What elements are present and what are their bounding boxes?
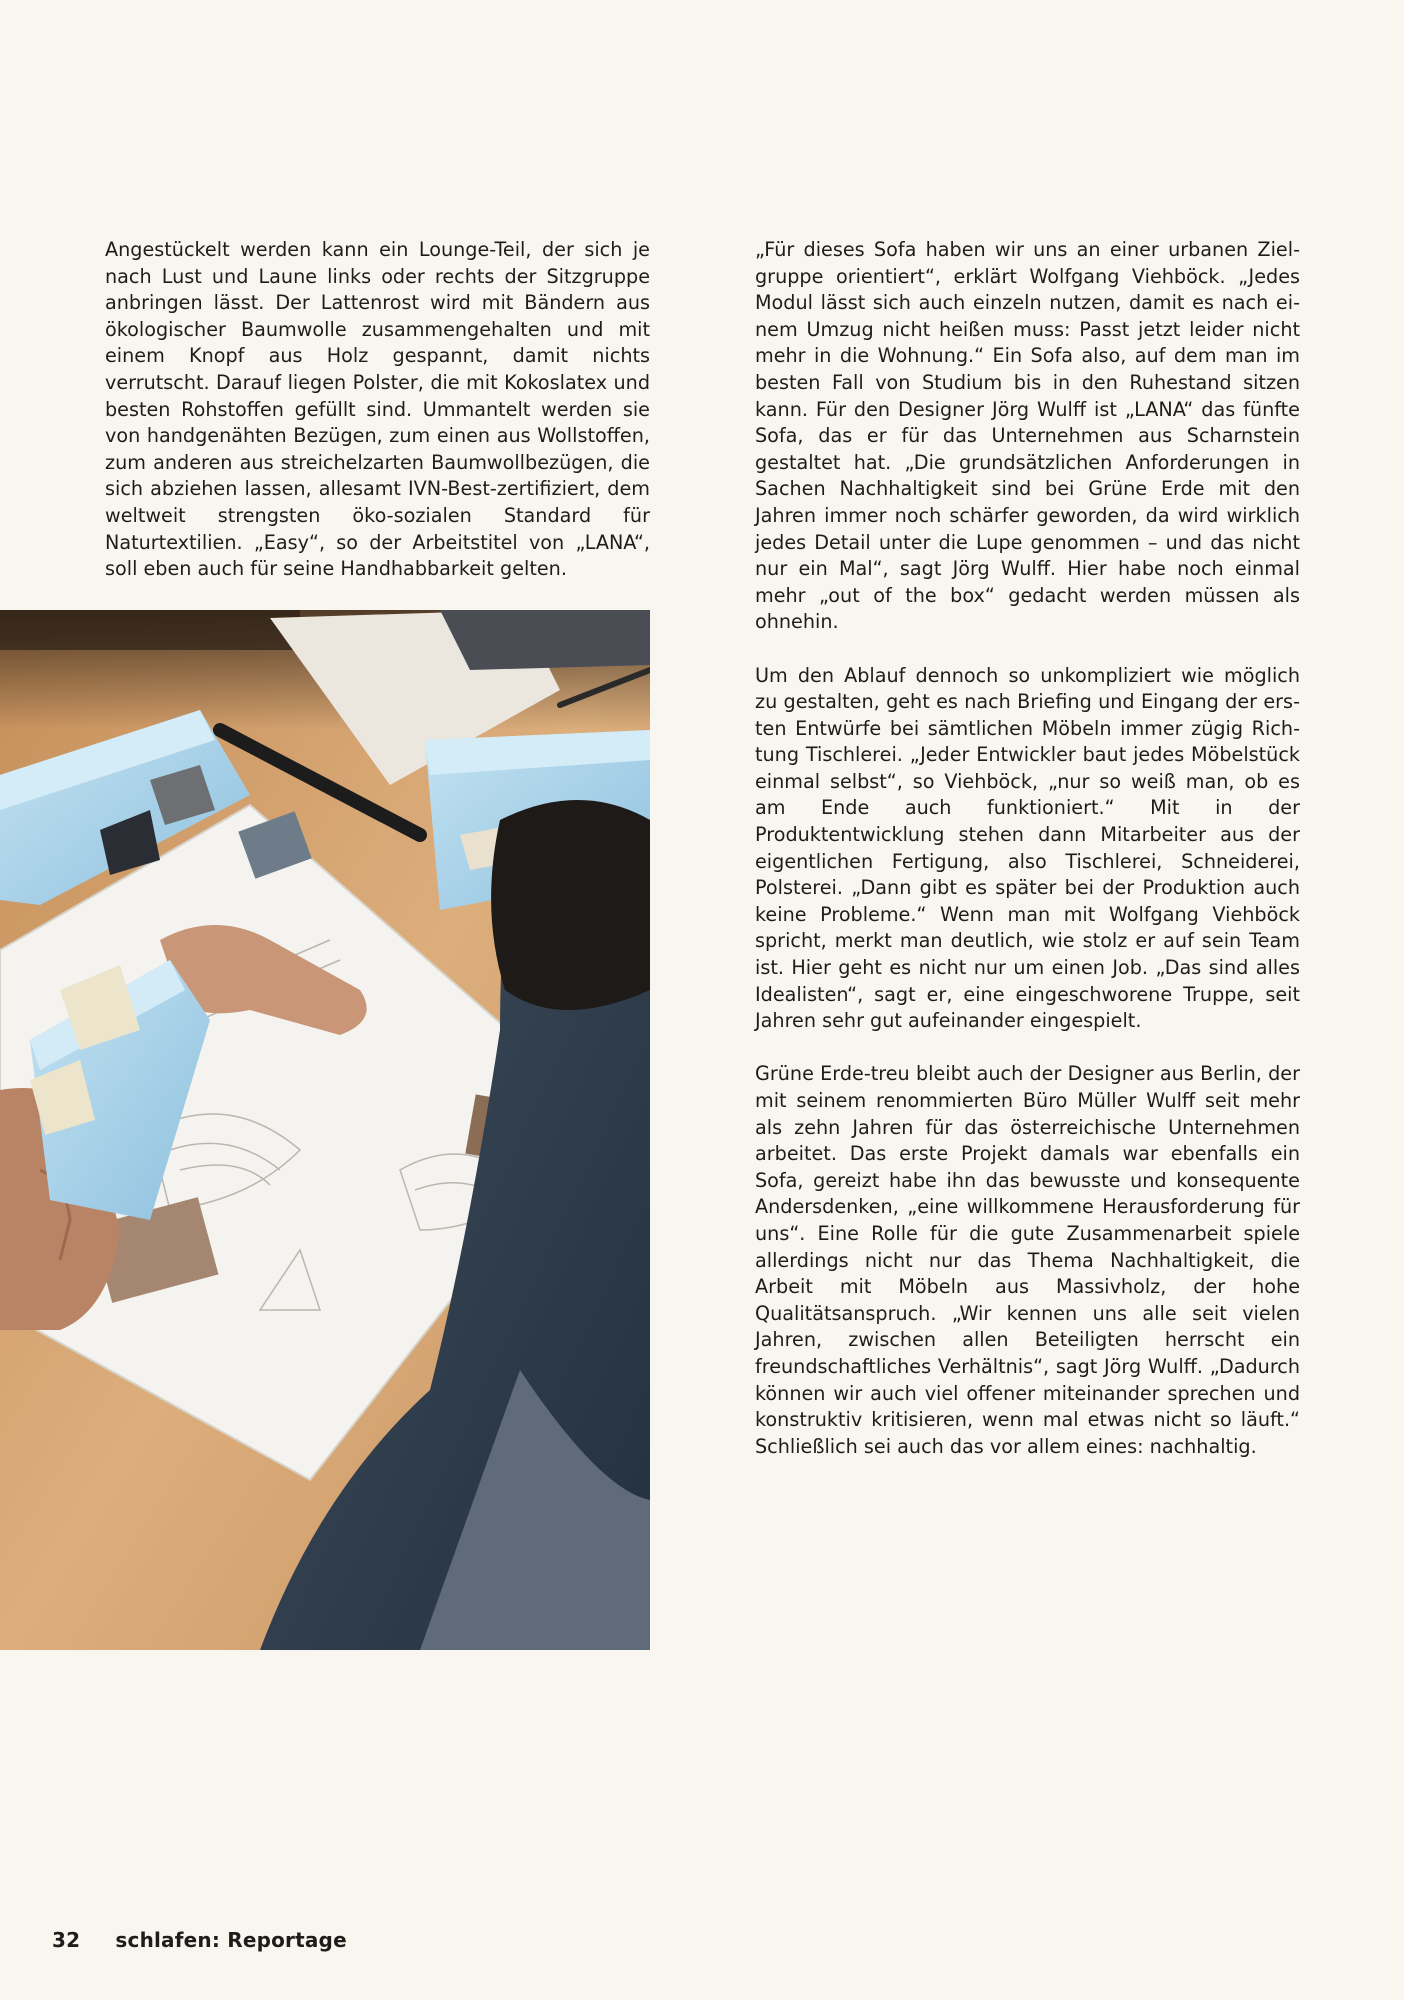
left-text-column bbox=[105, 237, 650, 609]
left-paragraph-1: Angestückelt werden kann ein Lounge-Teil, der sich je nach Lust und Laune links oder rechts der Sitzgruppe anbringen lässt. Der Lattenrost wird mit Bändern aus ökologischer Baumwolle zusammengehalten und mit einem Knopf aus Holz gespannt, damit nichts verrutscht. Darauf liegen Polster, die mit Kokoslatex und besten Rohstoffen gefüllt sind. Ummantelt werden sie von handgenähten Bezügen, zum einen aus Wollstoffen, zum anderen aus streichelzarten Baumwollbezügen, die sich abziehen lassen, allesamt IVN-Best-zertifiziert, dem weltweit strengsten öko-sozialen Standard für Naturtextilien. „Easy“, so der Arbeitstitel von „LANA“, soll eben auch für seine Handhabbarkeit gelten. bbox=[105, 238, 650, 581]
right-paragraph-2: Um den Ablauf dennoch so unkompliziert wie möglich zu gestalten, geht es nach Briefing und Eingang der ersten Entwürfe bei sämtlichen Möbeln immer zügig Richtung Tischlerei. „Jeder Entwickler baut jedes Möbelstück einmal selbst“, so Viehböck, „nur so weiß man, ob es am Ende auch funktioniert.“ Mit in der Produktentwicklung stehen dann Mitarbeiter aus der eigentlichen Fertigung, also Tischlerei, Schneiderei, Polsterei. „Dann gibt es später bei der Produktion auch keine Probleme.“ Wenn man mit Wolfgang Viehböck spricht, merkt man deutlich, wie stolz er auf sein Team ist. Hier geht es nicht nur um einen Job. „Das sind alles Idealisten“, sagt er, eine eingeschworene Truppe, seit Jahren sehr gut aufeinander eingespielt. bbox=[755, 663, 1300, 1033]
page-footer bbox=[52, 1928, 347, 1952]
right-text-column bbox=[755, 237, 1300, 1487]
right-paragraph-1: „Für dieses Sofa haben wir uns an einer urbanen Zielgruppe orientiert“, erklärt Wolfgang Viehböck. „Jedes Modul lässt sich auch einzeln nutzen, damit es nach einem Umzug nicht heißen muss: Passt jetzt leider nicht mehr in die Wohnung.“ Ein Sofa also, auf dem man im besten Fall von Studium bis in den Ruhestand sitzen kann. Für den Designer Jörg Wulff ist „LANA“ das fünfte Sofa, das er für das Unternehmen aus Scharnstein gestaltet hat. „Die grundsätzlichen Anforderungen in Sachen Nachhaltigkeit sind bei Grüne Erde mit den Jahren immer noch schärfer geworden, da wird wirklich jedes Detail unter die Lupe genommen – und das nicht nur ein Mal“, sagt Jörg Wulff. Hier habe noch einmal mehr „out of the box“ gedacht werden müssen als ohnehin. bbox=[755, 238, 1300, 634]
designer-working-photo bbox=[0, 610, 650, 1650]
section-label: schlafen: Reportage bbox=[115, 1928, 347, 1952]
page-number: 32 bbox=[52, 1928, 81, 1952]
right-paragraph-3: Grüne Erde-treu bleibt auch der Designer aus Berlin, der mit seinem renommierten Büro Müller Wulff seit mehr als zehn Jahren für das österreichische Unternehmen arbeitet. Das erste Projekt damals war ebenfalls ein Sofa, gereizt habe ihn das bewusste und konsequente Andersdenken, „eine willkommene Herausforderung für uns“. Eine Rolle für die gute Zusammenarbeit spiele allerdings nicht nur das Thema Nachhaltigkeit, die Arbeit mit Möbeln aus Massivholz, der hohe Qualitätsanspruch. „Wir kennen uns alle seit vielen Jahren, zwischen allen Beteiligten herrscht ein freundschaftliches Verhältnis“, sagt Jörg Wulff. „Dadurch können wir auch viel offener miteinander sprechen und konstruktiv kritisieren, wenn mal etwas nicht so läuft.“ Schließlich sei auch das vor allem eines: nachhaltig. bbox=[755, 1062, 1300, 1458]
